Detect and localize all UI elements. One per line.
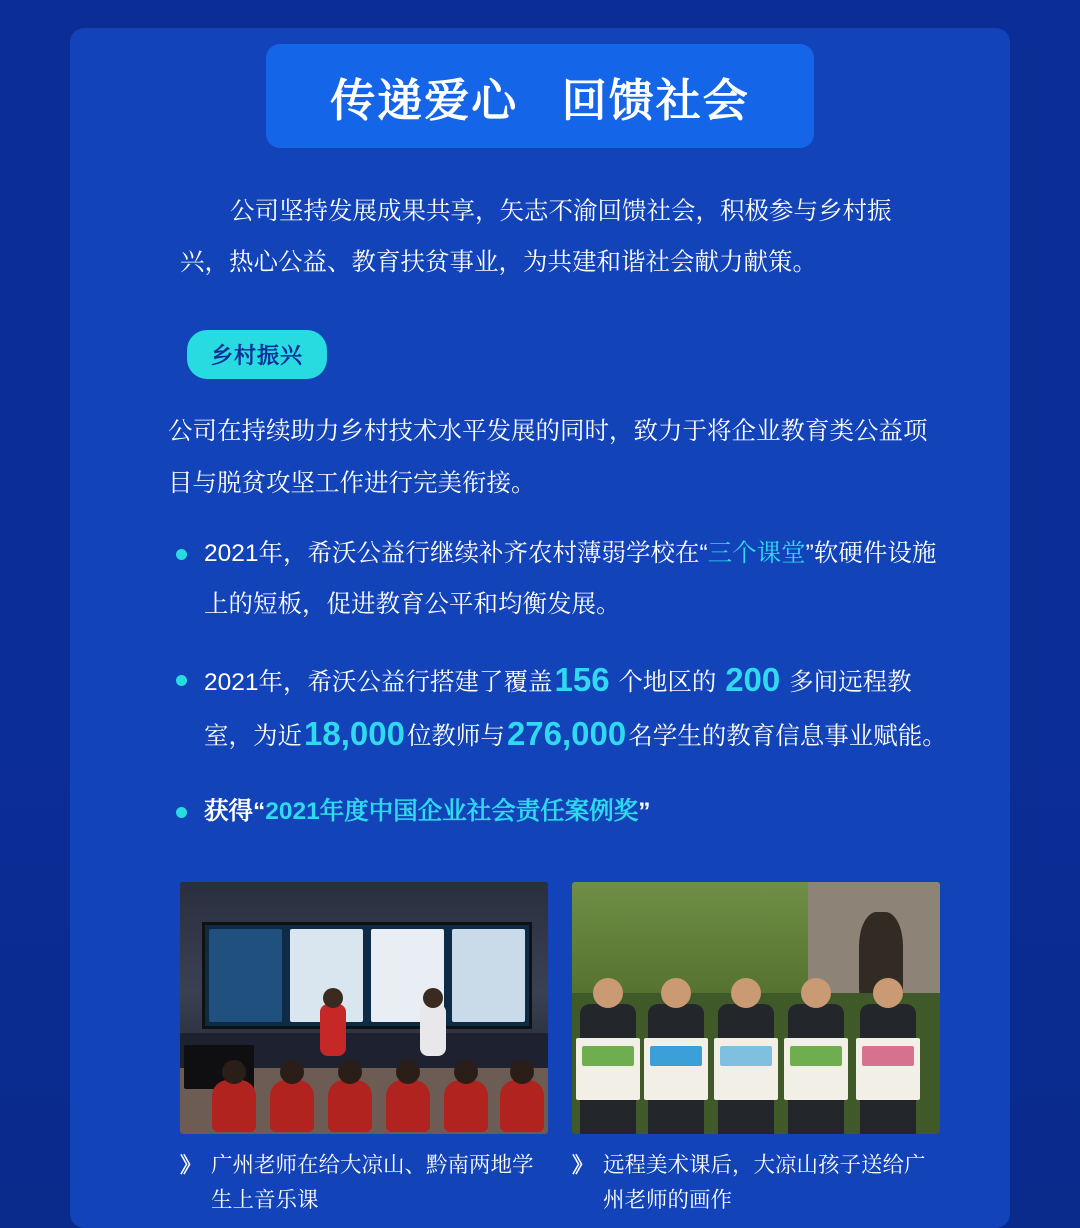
child-head <box>731 978 761 1008</box>
list-item-text: 2021年，希沃公益行搭建了覆盖156 个地区的 200 多间远程教室，为近18,000位教师与276,000名学生的教育信息事业赋能。 <box>204 661 947 752</box>
page-title: 传递爱心 回馈社会 <box>330 74 750 126</box>
photo-caption <box>572 1148 940 1218</box>
photo-caption <box>180 1148 548 1218</box>
list-item <box>168 654 948 762</box>
student-figure <box>212 1080 256 1132</box>
bullet-dot-icon <box>176 807 187 818</box>
title-banner <box>266 44 814 148</box>
list-item <box>168 786 948 837</box>
child-with-drawing <box>718 1004 774 1134</box>
student-figure <box>444 1080 488 1132</box>
intro-paragraph: 公司坚持发展成果共享，矢志不渝回馈社会，积极参与乡村振兴，热心公益、教育扶贫事业，为共建和谐社会献力献策。 <box>180 198 892 276</box>
child-head <box>593 978 623 1008</box>
child-head <box>873 978 903 1008</box>
drawing-paper <box>576 1038 640 1100</box>
photo-gallery <box>180 882 940 1218</box>
chevron-right-icon: 》 <box>180 1154 201 1177</box>
children-drawings-photo <box>572 882 940 1134</box>
child-with-drawing <box>648 1004 704 1134</box>
teacher-figure <box>420 1004 446 1056</box>
child-with-drawing <box>788 1004 844 1134</box>
classroom-photo <box>180 882 548 1134</box>
list-item-text: 2021年，希沃公益行继续补齐农村薄弱学校在“三个课堂”软硬件设施上的短板，促进教育公平和均衡发展。 <box>204 540 937 618</box>
drawing-paper <box>784 1038 848 1100</box>
chevron-right-icon: 》 <box>572 1154 593 1177</box>
student-figure <box>500 1080 544 1132</box>
child-head <box>801 978 831 1008</box>
list-item <box>168 528 948 630</box>
section-tag-rural-revitalization: 乡村振兴 <box>187 330 327 379</box>
display-pane <box>209 929 282 1022</box>
bullet-list <box>168 528 948 861</box>
bullet-dot-icon <box>176 549 187 560</box>
photo-column-right <box>572 882 940 1218</box>
list-item-text: 获得“2021年度中国企业社会责任案例奖” <box>204 798 651 825</box>
child-with-drawing <box>580 1004 636 1134</box>
student-figure <box>386 1080 430 1132</box>
photo-column-left <box>180 882 548 1218</box>
caption-text: 广州老师在给大凉山、黔南两地学生上音乐课 <box>211 1153 534 1212</box>
drawing-paper <box>856 1038 920 1100</box>
display-pane <box>452 929 525 1022</box>
child-with-drawing <box>860 1004 916 1134</box>
student-figure <box>328 1080 372 1132</box>
bullet-dot-icon <box>176 675 187 686</box>
student-figure <box>270 1080 314 1132</box>
teacher-figure <box>320 1004 346 1056</box>
drawing-paper <box>714 1038 778 1100</box>
section-paragraph: 公司在持续助力乡村技术水平发展的同时，致力于将企业教育类公益项目与脱贫攻坚工作进行完美衔接。 <box>168 418 928 497</box>
caption-text: 远程美术课后，大凉山孩子送给广州老师的画作 <box>603 1153 926 1212</box>
child-head <box>661 978 691 1008</box>
drawing-paper <box>644 1038 708 1100</box>
interactive-display <box>202 922 532 1029</box>
